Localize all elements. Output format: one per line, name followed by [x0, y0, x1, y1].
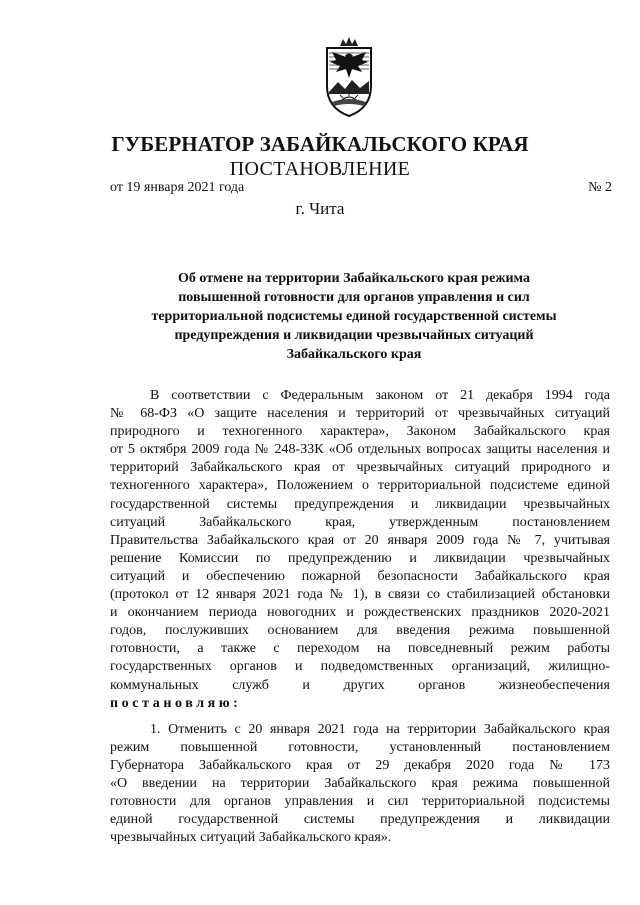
title-line: предупреждения и ликвидации чрезвычайных ситуаций	[174, 328, 534, 343]
preamble-line: № 68-ФЗ «О защите населения и территорий от чрезвычайных ситуаций	[110, 406, 610, 422]
preamble-line: территорий Забайкальского края от чрезвычайных ситуаций природного и	[110, 460, 610, 476]
title-line: повышенной готовности для органов управления и сил	[178, 290, 530, 305]
document-date: от 19 января 2021 года	[110, 180, 245, 195]
item-line: 1. Отменить с 20 января 2021 года на территории Забайкальского края	[150, 721, 610, 737]
preamble-line: коммунальных служб и других органов жизнеобеспечения	[110, 677, 610, 693]
preamble-line: государственной системы предупреждения и ликвидации чрезвычайных	[110, 496, 610, 512]
preamble-line: ситуаций Забайкальского края, утвержденным постановлением	[110, 514, 610, 530]
item-line: режим повышенной готовности, установленный постановлением	[110, 739, 610, 755]
preamble-line: природного и техногенного характера», Законом Забайкальского края	[110, 424, 610, 440]
document-title	[130, 269, 578, 364]
document-city: г. Чита	[295, 199, 345, 218]
document-body	[110, 387, 610, 847]
title-line: территориальной подсистемы единой государственной системы	[151, 309, 557, 324]
issuing-authority: ГУБЕРНАТОР ЗАБАЙКАЛЬСКОГО КРАЯ	[111, 132, 529, 156]
preamble-line: годов, послуживших основанием для введения режима повышенной	[110, 623, 610, 639]
document-number: № 2	[588, 180, 612, 195]
title-line: Об отмене на территории Забайкальского края режима	[178, 271, 530, 286]
preamble-paragraph	[110, 387, 610, 713]
preamble-line: решение Комиссии по предупреждению и ликвидации чрезвычайных	[110, 550, 610, 566]
item-1-paragraph	[110, 721, 610, 848]
coat-of-arms-emblem	[318, 36, 380, 118]
preamble-line: техногенного характера», Положением о территориальной подсистеме единой	[110, 478, 610, 494]
item-line: единой государственной системы предупреждения и ликвидации	[110, 812, 610, 828]
item-line: «О введении на территории Забайкальского края режима повышенной	[110, 775, 610, 791]
preamble-line: ситуаций и обеспечению пожарной безопасности Забайкальского края	[110, 568, 610, 584]
title-line: Забайкальского края	[286, 347, 422, 362]
item-line: чрезвычайных ситуаций Забайкальского края».	[110, 830, 392, 846]
item-line: готовности для органов управления и сил территориальной подсистемы	[110, 794, 610, 810]
preamble-line: от 5 октября 2009 года № 248-ЗЗК «Об отдельных вопросах защиты населения и	[110, 442, 610, 458]
document-type: ПОСТАНОВЛЕНИЕ	[229, 158, 411, 180]
preamble-line: государственных органов и подведомственных организаций, жилищно-	[110, 659, 610, 675]
preamble-line: Правительства Забайкальского края от 20 января 2009 года № 7, учитывая	[110, 532, 610, 548]
preamble-line: и окончанием периода новогодних и рождественских праздников 2020-2021	[110, 605, 610, 621]
preamble-line: готовности, а также с переходом на повседневный режим работы	[110, 641, 610, 657]
preamble-line: В соответствии с Федеральным законом от 21 декабря 1994 года	[150, 388, 610, 403]
item-line: Губернатора Забайкальского края от 29 декабря 2020 года № 173	[110, 757, 610, 773]
decree-word: постановляю:	[110, 695, 242, 711]
preamble-line: (протокол от 12 января 2021 года № 1), в связи со стабилизацией обстановки	[110, 587, 610, 603]
